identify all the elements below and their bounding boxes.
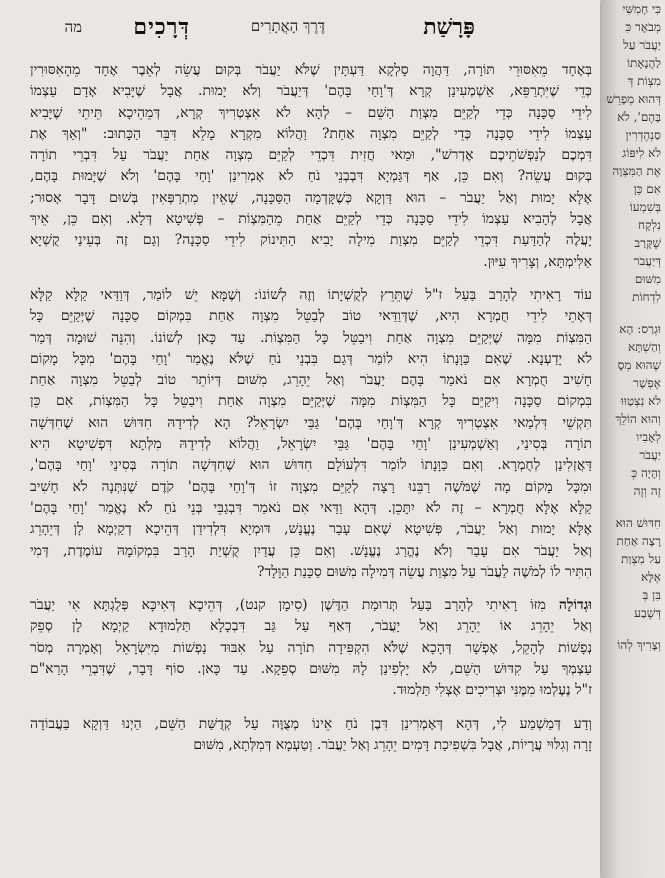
- facing-line: יַעֲבֹר: [639, 448, 661, 462]
- text-line-content: זָרָה וְגִלּוּי עֲרָיוֹת, אֲבָל בִּשְׁפִיכַת דָּמִים יֵהָרֵג וְאַל יַעֲבֹר. וְטַעְמָא דְּמִלְּתָא, מִשּׁוּם: [193, 736, 592, 753]
- text-line-content: דְּאָתֵי לִידֵי חֻמְרָא הִיא, שֶׁדְּוַדַּאי טוֹב לְבַטֵּל מִצְוָה אַחַת בִּמְקוֹם סַכָּנָה שֶׁיְּקַיֵּם כָּל: [30, 308, 592, 325]
- text-line-content: הַמִּצְוֹת מִמָּה שֶׁיְּקַיֵּם מִצְוָה אַחַת וִיבַטֵּל כָּל הַמִּצְוֹת. עַד כָּאן לְשׁוֹנוֹ. וְהִנֵּה שׁוּמָה דְּמַר: [30, 329, 592, 346]
- text-line: [30, 252, 592, 273]
- text-line: [30, 659, 592, 680]
- facing-line: סַנְהֶדְרִין: [625, 128, 661, 142]
- text-line-content: נְפָשׁוֹת לְהָקֵל, אֶפְשָׁר דְּהָכָא שֶׁלֹּא הִקְפִּידָה תוֹרָה עַל אִבּוּד נַפְשׁוֹת מִיִּשְׂרָאֵל וְאָמְרָה מְסֹר: [30, 639, 592, 656]
- text-line: [30, 230, 592, 251]
- text-line: [30, 434, 592, 455]
- facing-line: וּגְרַס: הָא: [619, 322, 661, 336]
- text-line-content: וְדַע דְּמַשְׁמַע לִי, דְּהָא דְּאָמְרִינַן דִּבֶן נֹחַ אֵינוֹ מְצֻוֶּה עַל קְדֻשַּׁת הַשֵּׁם, הַיְנוּ דַּוְקָא בַּעֲבוֹדָה: [30, 715, 592, 732]
- text-line-content: עַצְמְךָ עַל קִדּוּשׁ הַשֵּׁם, לֹא יָלְפִינַן לָהּ מִשּׁוּם סְפֵקָא. עַד כָּאן. סוֹף דָּבָר, שֶׁדִּבְרֵי הָרַא"ם: [30, 661, 592, 678]
- text-line: [30, 60, 592, 81]
- facing-line: [602, 306, 665, 320]
- text-line: [30, 595, 592, 616]
- text-line-content: דִּמְכֶם לְנַפְשֹׁתֵיכֶם אֶדְרשׁ", וּמַאי חֲזִית דִּכְדֵי לְקַיֵּם מִצְוָה אַחַת יַעֲבֹר עַל דִּבְרֵי תוֹרָה: [30, 147, 592, 164]
- text-line: [30, 541, 592, 562]
- facing-line: מִצְוֹת דְּ: [627, 74, 661, 88]
- text-line: [30, 209, 592, 230]
- running-header: [30, 14, 590, 48]
- facing-line: חִדּוּשׁ הוּא: [615, 516, 661, 530]
- header-subtitle: דֶּרֶךְ הָאֲתָרִים: [250, 17, 325, 35]
- text-line: [30, 124, 592, 145]
- text-line-content: קַלָּא אֶלָּא חֻמְרָא – זֶה לֹא יִתָּכֵן. דְּהָא וַדַּאי אִם נֹאמַר דִּבְגַבֵּי בְּנֵי נֹחַ לֹא נֶאֱמַר 'וָחַי בָּהֶם': [30, 499, 592, 516]
- text-line-content: לִידֵי סַכָּנָה כְּדֵי לְקַיֵּם מִצְוַת הַשֵּׁם – לְהָא לֹא אִצְטְרִיךְ קְרָא, דְּמֵהֵיכָא תֵּיתֵי שֶׁיָּבִיא: [30, 104, 592, 121]
- text-line: [30, 455, 592, 476]
- text-line: [30, 188, 592, 209]
- facing-line: מִשּׁוּם: [634, 272, 661, 286]
- facing-line: לִדְחוֹת: [632, 290, 661, 304]
- lead-word: וּגְדוֹלָה: [558, 597, 592, 614]
- main-text: [30, 60, 592, 768]
- paragraph: [30, 714, 592, 757]
- text-line: [30, 166, 592, 187]
- text-line: [30, 413, 592, 434]
- text-line-content: וְאַל יֵהָרֵג אוֹ יֵהָרֵג וְאַל יַעֲבֹר, דְּאַף עַל גַּב דִּבְכָלָא תַּלְמוּדָא קַיְמָא לָן סְפֵק: [30, 618, 592, 635]
- parsha-label: פָּרָשַׁת: [423, 14, 475, 40]
- facing-line: לֹא נִצְטַוּוּ: [620, 394, 661, 408]
- text-line: [30, 616, 592, 637]
- facing-line: שֶׁהוּא מְסָ: [617, 358, 661, 372]
- facing-line: אִם כֵּן: [633, 182, 661, 196]
- facing-line: [602, 500, 665, 514]
- facing-line: בָּהֶם', לֹא: [617, 110, 661, 124]
- text-line-content: אֶלָּא יָמוּת וְאַל יַעֲבֹר – הוּא דַּוְקָא כְּשֶׁקָּדְמָה הַסַּכָּנָה, שֶׁאֵין מִתְרַפְּאִין בְּשׁוּם דָּבָר אָסוּר;: [30, 189, 592, 206]
- facing-line: בְּשִׁמְעוֹ: [629, 200, 661, 214]
- facing-line: זֶה וְזֶה: [633, 484, 661, 498]
- text-line: [30, 680, 592, 701]
- text-line-content: חָשִׁיב חֻמְרָא אִם נֹאמַר בָּהֶם יַעֲבֹר וְאַל יֵהָרֵג, מִשּׁוּם דְּיוֹתֵר טוֹב לְבַטֵּל מִצְוָה אַחַת: [30, 372, 592, 389]
- text-line: [30, 145, 592, 166]
- text-line: [30, 498, 592, 519]
- text-line-content: יָעֲלֶה לְהַדַּעַת דִּכְדֵי לְקַיֵּם מִצְוַת מִילָה יָבִיא הַתִּינוֹק לִידֵי סַכָּנָה? וְגַם זֶה בְּעֵינַי קֻשְׁיָא: [30, 232, 592, 249]
- paragraph: [30, 595, 592, 701]
- facing-line: וְהוּא הוֹלֵךְ: [615, 412, 661, 426]
- facing-line: [602, 622, 665, 636]
- facing-line: נִלְקָח: [637, 218, 661, 232]
- text-line: [30, 735, 592, 756]
- facing-line: וְהַשְׁתָּא: [628, 340, 661, 354]
- text-line: [30, 370, 592, 391]
- facing-line: דְּיַעֲבֹר: [633, 254, 661, 268]
- facing-line: דְּשֶׁבַע: [634, 606, 661, 620]
- facing-line: אֶת הַמִּצְוָה: [612, 164, 661, 178]
- text-line: [30, 519, 592, 540]
- page-number: מה: [64, 18, 82, 36]
- text-line-content: מִזּוֹ רָאִיתִי לְהָרַב בַּעַל תְּרוּמַת הַדֶּשֶׁן (סִימָן קנט), דְּהֵיכָא דְּאִיכָּא פְּלֻגְתָּא אִי יַעֲבֹר: [30, 597, 546, 614]
- text-line-content: בְּאֶחָד מֵאִסּוּרֵי תּוֹרָה, דַּהֲוָה סָלְקָא דַּעְתָּין שֶׁלֹּא יַעֲבֹר בְּקוּם עֲשֵׂה לְאֵבֶר אֶחָד מֵהָאִסּוּרִין: [30, 62, 592, 78]
- facing-line: אֶלָּא: [640, 570, 661, 584]
- text-line-content: עוֹד רָאִיתִי לְהָרַב בַּעַל ז"ל שֶׁתֵּרֵץ לְקֻשְׁיָתוֹ וְזֶה לְשׁוֹנוֹ: וְשֶׁמָּא יֵשׁ לוֹמַר, דְּוַדַּאי קַלָּא קַלָּא: [30, 286, 592, 303]
- text-line-content: אֶלָּא יָמוּת וְאַל יַעֲבֹר, פְּשִׁיטָא שֶׁאִם עָבַר נֶעֱנָשׁ, דּוּמְיָא דִּלְדִידַן דְּהֵיכָא דְקַיְמָא לָן דְּיֵהָרֵג: [30, 521, 592, 538]
- text-line: [30, 285, 592, 306]
- facing-line: וְהָיָה כְּ: [631, 466, 661, 480]
- facing-line: כִּי חָמִשִּׁי: [622, 2, 661, 16]
- text-line: [30, 328, 592, 349]
- text-line: [30, 477, 592, 498]
- text-line-content: בְּקוּם עֲשֵׂה? וְאִם כֵּן, אַף דְּגַּמְיָא דִּבְבְנֵי נֹחַ לֹא אָמְרִינַן 'וָחַי בָּהֶם' וְלֹא שֶׁיָּמוּת בָּהֶם,: [30, 168, 592, 185]
- facing-line: לַהֲנָאָתוֹ: [626, 56, 661, 70]
- facing-line: לֹא לִיפּוֹג: [622, 146, 661, 160]
- text-line-content: דַּאֲזְלִינַן לְחֻמְרָא. וְאִם כַּוָּנָתוֹ לוֹמַר דִּלְעוֹלָם חִדּוּשׁ הוּא שֶׁחִדְּשָׁה תוֹרָה בְּסִינַי 'וָחַי בָּהֶם',: [30, 457, 592, 474]
- facing-line: יַעֲבֹר עַל: [623, 38, 661, 52]
- facing-line: וְצָרִיךְ לְהוֹ: [617, 638, 661, 652]
- text-line-content: אֲבָל לְהָבִיא עַצְמוֹ לִידֵי סַכָּנָה כְּדֵי לְקַיֵּם אַחַת מֵהַמִּצְוֹת – פְּשִׁיטָא דְּלָא. וְאִם כֵּן, אֵיךְ: [30, 211, 592, 228]
- facing-line: מְבֹאָר כִּ: [625, 20, 661, 34]
- text-line: [30, 306, 592, 327]
- text-line-content: תוֹרָה בְּסִינַי, וְאַשְׁמְעִינַן 'וָחַי בָּהֶם' גַּבֵּי יִשְׂרָאֵל, וַהֲלוֹא לְדִידָהּ מִלְּתָא דִּפְשִׁיטָא הִיא: [30, 436, 592, 453]
- text-line-content: בִּמְקוֹם סַכָּנָה וִיקַיֵּם כָּל הַמִּצְוֹת מִמָּה שֶׁיְּקַיֵּם מִצְוָה אַחַת וִיבַטֵּל כָּל הַמִּצְוֹת, אִם כֵּן: [30, 393, 592, 410]
- facing-page-edge: [602, 0, 665, 878]
- facing-line: שֶׁקָּרַב: [634, 236, 661, 250]
- text-line-content: לֹא יָדַעְנָא. שֶׁאִם כַּוָּנָתוֹ הִיא לוֹמַר דְּגַם בִּבְנֵי נֹחַ שֶׁלֹּא נֶאֱמַר 'וָחַי בָּהֶם' מִכָּל מָקוֹם: [30, 350, 592, 367]
- text-line-content: אַלִּימְתָּא, וְצָרִיךְ עִיּוּן.: [483, 253, 592, 270]
- facing-line: לְאָבִיו: [636, 430, 661, 444]
- text-line-content: הִתִּיר לוֹ לְמֹשֶׁה לַעֲבֹר עַל מִצְוַת עֲשֵׂה דְּמִילָה מִשּׁוּם סַכָּנַת הַוָּלָד?: [257, 563, 592, 580]
- facing-line: דְּהוּא מְפָרֵשׁ: [606, 92, 661, 106]
- facing-line: בִּן בְּ: [642, 588, 661, 602]
- text-line: [30, 638, 592, 659]
- text-line-content: וּמִכָּל מָקוֹם מָה שֶׁמֹּשֶׁה רַבֵּנוּ רָצָה לְקַיֵּם מִצְוָה זוֹ דְּ'וָחַי בָּהֶם' קֹדֶם שֶׁנִּתְּנָה לֹא חָשִׁיב: [30, 478, 592, 495]
- facing-line: אֶפְשָׁר: [633, 376, 661, 390]
- text-line-content: וְאַל יַעֲבֹר אִם עָבַר וְלֹא נֶהֱרַג נֶעֱנָשׁ. וְאִם כֵּן עֲדַיִן קֻשְׁיַת הָרַב בִּמְקוֹמָהּ עוֹמֶדֶת, דְּמִי: [30, 542, 592, 559]
- paragraph: [30, 60, 592, 273]
- paragraph: [30, 285, 592, 583]
- facing-line: רָצָה אַחַת: [616, 534, 661, 548]
- text-line-content: כְּדֵי שֶׁיִּתְרַפֵּא, אַשְׁמְעִינַן קְרָא דְּ'וָחַי בָּהֶם' דְּיַעֲבֹר וְלֹא יָמוּת. אֲבָל שֶׁיָּבִיא אָדָם עַצְמוֹ: [30, 83, 592, 100]
- text-line-content: תִּקְשֵׁי דִּלְמַאי אִצְטְרִיךְ קְרָא דְּ'וָחַי בָּהֶם' גַּבֵּי יִשְׂרָאֵל? הָא לְדִידָהּ חִדּוּשׁ הוּא שֶׁחִדְּשָׁה: [30, 414, 592, 431]
- text-line: [30, 103, 592, 124]
- text-line-content: ז"ל נֶעֶלְמוּ מִמֶּנִּי וּצְרִיכִים אֶצְלִי תַּלְמוּד.: [392, 682, 592, 699]
- facing-line: עַל מִצְוַת: [620, 552, 661, 566]
- text-line: [30, 714, 592, 735]
- text-line: [30, 391, 592, 412]
- text-line-content: עַצְמוֹ לִידֵי סַכָּנָה כְּדֵי לְקַיֵּם מִצְוָה אַחַת? וַהֲלוֹא מִקְרָא מָלֵא דִּבֵּר הַכָּתוּב: "וְאַךְ אֶת: [30, 125, 592, 142]
- text-line: [30, 562, 592, 583]
- header-title: דְּרָכִים: [133, 14, 190, 40]
- text-line: [30, 349, 592, 370]
- text-line: [30, 81, 592, 102]
